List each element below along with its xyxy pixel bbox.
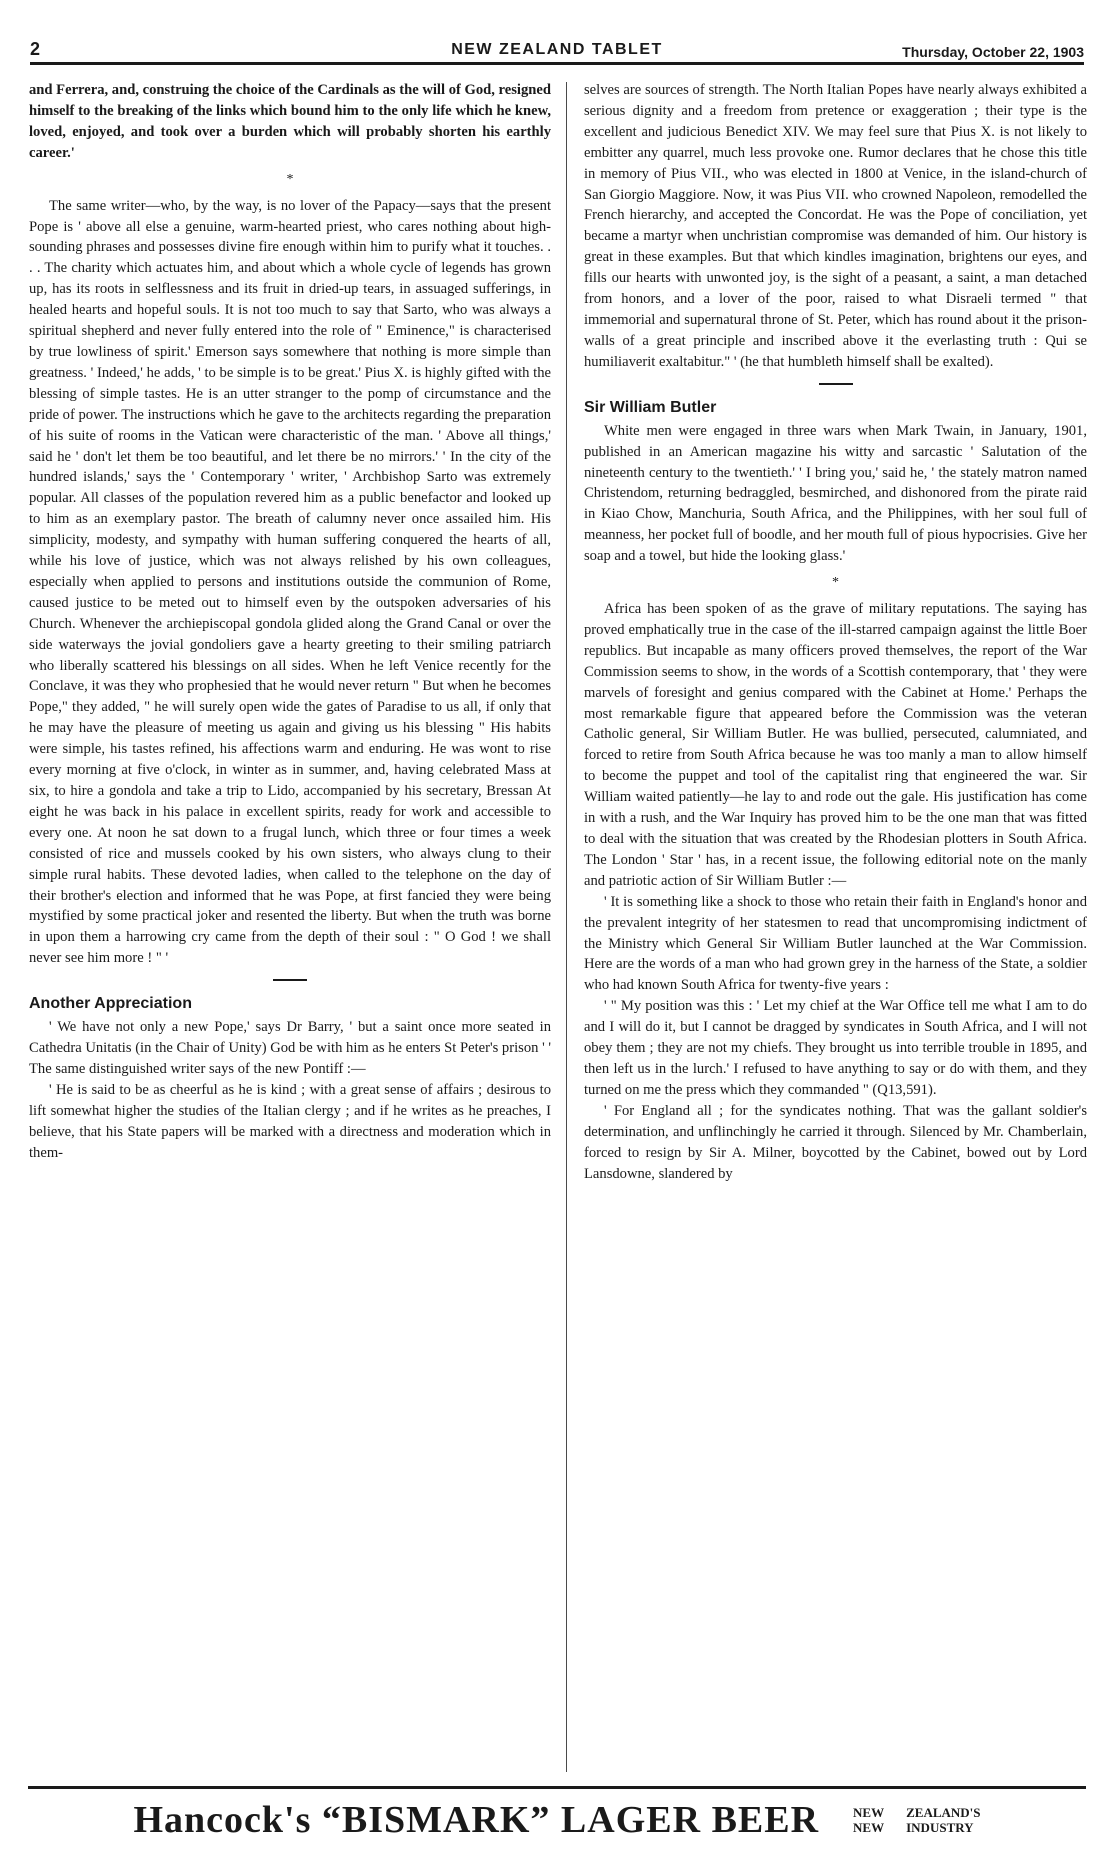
right-paragraph-3: Africa has been spoken of as the grave of military reputations. The saying has proved emphatically true in the case of the ill-starred campaign against the little Boer republics. But incapable as many officers proved themselves, the report of the War Commission seems to show, in the words of a Scottish contemporary, that ' they were marvels of foresight and genius compared with the Cabinet at Home.' Perhaps the most remarkable figure that appeared before the Commission was the veteran Catholic general, Sir William Butler. He was bullied, persecuted, calumniated, and forced to retire from South Africa because he was too manly a man to allow himself to become the puppet and tool of the capitalist ring that engineered the war. Sir William waited patiently—he lay to and rode out the gale. His justification has come in with a rush, and the War Inquiry has proved him to be the one man that was fitted to deal with the situation that was created by the Rhodesian plotters in South Africa. The London ' Star ' has, in a recent issue, the following editorial note on the manly and patriotic action of Sir William Butler :— — [584, 601, 1087, 889]
masthead-title: NEW ZEALAND TABLET — [451, 41, 663, 58]
right-paragraph-5: ' " My position was this : ' Let my chief at the War Office tell me what I am to do and I will do it, but I cannot be dragged by syndicates in South Africa, and I will not obey them ; they are not my chiefs. They brought us into terrible trouble in 1895, and then left us in the lurch.' I refused to have anything to say or do with them, and they turned on me the press which they commanded " (Q13,591). — [584, 998, 1087, 1098]
section-rule — [273, 979, 307, 981]
advert-headline: Hancock's “BISMARK” LAGER BEER — [133, 1799, 820, 1841]
column-divider — [566, 82, 567, 1772]
page-number: 2 — [30, 39, 41, 59]
heading-another-appreciation: Another Appreciation — [29, 995, 192, 1013]
right-paragraph-6: ' For England all ; for the syndicates nothing. That was the gallant soldier's determination, and unflinchingly he carried it through. Silenced by Mr. Chamberlain, forced to resign by Sir A. Milner, boycotted by the Cabinet, bowed out by Lord Lansdowne, slandered by — [584, 1102, 1087, 1182]
left-column — [29, 80, 551, 1778]
left-paragraph-3: ' We have not only a new Pope,' says Dr Barry, ' but a saint once more seated in Cathedra Unitatis (in the Chair of Unity) God be with him as he enters St Peter's prison ' ' The same distinguished writer says of the new Pontiff :— — [29, 1019, 551, 1077]
page-header — [30, 32, 1084, 65]
left-paragraph-4: ' He is said to be as cheerful as he is kind ; with a great sense of affairs ; desirous to lift somewhat higher the studies of the Italian clergy ; and if he writes as he preaches, I believe, that his State papers will be marked with a directness and moderation which in them- — [29, 1081, 551, 1161]
advert-tagline-word: ZEALAND'S — [906, 1805, 981, 1820]
ornament-asterisk: * — [832, 575, 839, 591]
advert-tagline-word: NEW — [853, 1805, 885, 1820]
left-paragraph-2: The same writer—who, by the way, is no lover of the Papacy—says that the present Pope is ' above all else a genuine, warm-hearted priest, who cares nothing about high-sounding phrases and possesses divine fire enough within him to purify what it touches. . . . The charity which actuates him, and about which a whole cycle of legends has grown up, has its roots in selflessness and its fruit in dried-up tears, in assuaged sufferings, in healed hearts and hopeful souls. It is not too much to say that Sarto, who was always a spiritual shepherd and never fully entered into the role of " Eminence," is characterised by true lowliness of spirit.' Emerson says somewhere that nothing is more simple than greatness. ' Indeed,' he adds, ' to be simple is to be great.' Pius X. is highly gifted with the blessing of simple tastes. He is an utter stranger to the pomp of circumstance and the pride of power. The instructions which he gave to the architects regarding the preparation of his suite of rooms in the Vatican were characteristic of the man. ' Above all things,' said he ' don't let them be too beautiful, and let there be no mirrors.' ' In the city of the hundred islands,' says the ' Contemporary ' writer, ' Archbishop Sarto was extremely popular. All classes of the population revered him as a public benefactor and looked up to him as an exemplary pastor. The breath of calumny never once assailed him. His simplicity, modesty, and sympathy with human suffering conquered the hearts of all, while his love of justice, which was not always relished by his own colleagues, especially when applied to persons and institutions outside the communion of Rome, caused justice to be meted out to himself even by the outspoken adversaries of his Church. Whenever the archiepiscopal gondola glided along the Grand Canal or over the side waterways the jovial gondoliers gave a hearty greeting to their smiling patriarch who liberally scattered his blessings on all sides. When he left Venice recently for the Conclave, it was they who prophesied that he would never return " But when he becomes Pope," they added, " he will surely open wide the gates of Paradise to us all, if only that he may have the pleasure of meeting us again and giving us his blessing " His habits were simple, his tastes refined, his affections warm and enduring. He was wont to rise every morning at five o'clock, in winter as in summer, and, having celebrated Mass at six, to hire a gondola and take a trip to Lido, accompanied by his secretary, Bressan At eight he was back in his palace in excellent spirits, ready for work and accessible to every one. At noon he sat down to a frugal lunch, which three or four times a week consisted of rice and mussels cooked by his own sisters, who always clung to their simple rural habits. These devoted ladies, when called to the telephone on the day of their brother's election and informed that he was Pope, at first fancied they were being mystified by some practical joker and resented the liberty. But when the truth was borne in upon them a harrowing cry came from the depth of their soul : " O God ! we shall never see him more ! " ' — [29, 197, 551, 967]
ornament-asterisk: * — [286, 171, 294, 187]
advert-tagline-word: INDUSTRY — [906, 1820, 974, 1835]
advert-tagline-word: NEW — [853, 1820, 885, 1835]
advertisement-banner — [28, 1786, 1086, 1851]
left-paragraph-1: and Ferrera, and, construing the choice of the Cardinals as the will of God, resigned himself to the breaking of the links which bound him to the only life which he knew, loved, enjoyed, and took over a burden which will probably shorten his earthly career.' — [29, 82, 551, 161]
right-paragraph-4: ' It is something like a shock to those who retain their faith in England's honor and the prevalent integrity of her statesmen to read that uncompromising indictment of the Ministry which General Sir William Butler launched at the War Commission. Here are the words of a man who had grown grey in the harness of the State, a soldier who had known South Africa for twenty-five years : — [584, 893, 1087, 994]
right-column — [584, 80, 1087, 1778]
heading-sir-william-butler: Sir William Butler — [584, 398, 717, 416]
advert-tagline — [853, 1805, 980, 1835]
issue-date: Thursday, October 22, 1903 — [902, 44, 1084, 60]
section-rule — [819, 383, 853, 385]
right-paragraph-1: selves are sources of strength. The North Italian Popes have nearly always exhibited a serious dignity and a freedom from pretence or exaggeration ; their type is the excellent and judicious Benedict XIV. We may feel sure that Pius X. is not likely to embitter any quarrel, much less provoke one. Rumor declares that he chose this title in memory of Pius VII., who was elected in 1800 at Venice, in the island-church of San Giorgio Maggiore. Now, it was Pius VII. who crowned Napoleon, remodelled the French hierarchy, and accepted the Concordat. He was the Pope of conciliation, yet became a martyr when unchristian compromise was demanded of him. Our history is great in these examples. But that which kindles imagination, brightens our eyes, and fills our hearts with unwonted joy, is the sight of a peasant, a saint, a man detached from honors, and a lover of the poor, raised to what Disraeli termed " that immemorial and supernatural throne of St. Peter, which has round about it the prison-walls of a great principle and inscribed above it the everlasting truth : Qui se humiliaverit exaltabitur." ' (he that humbleth himself shall be exalted). — [584, 82, 1087, 370]
right-paragraph-2: White men were engaged in three wars when Mark Twain, in January, 1901, published in an American magazine his witty and sarcastic ' Salutation of the nineteenth century to the twentieth.' ' I bring you,' said he, ' the stately matron named Christendom, returning bedraggled, besmirched, and dishonored from the pirate raid in Kiao Chow, Manchuria, South Africa, and the Philippines, with her soul full of meanness, her pocket full of boodle, and her mouth full of pious hypocrisies. Give her soap and a towel, but hide the looking glass.' — [584, 422, 1087, 565]
